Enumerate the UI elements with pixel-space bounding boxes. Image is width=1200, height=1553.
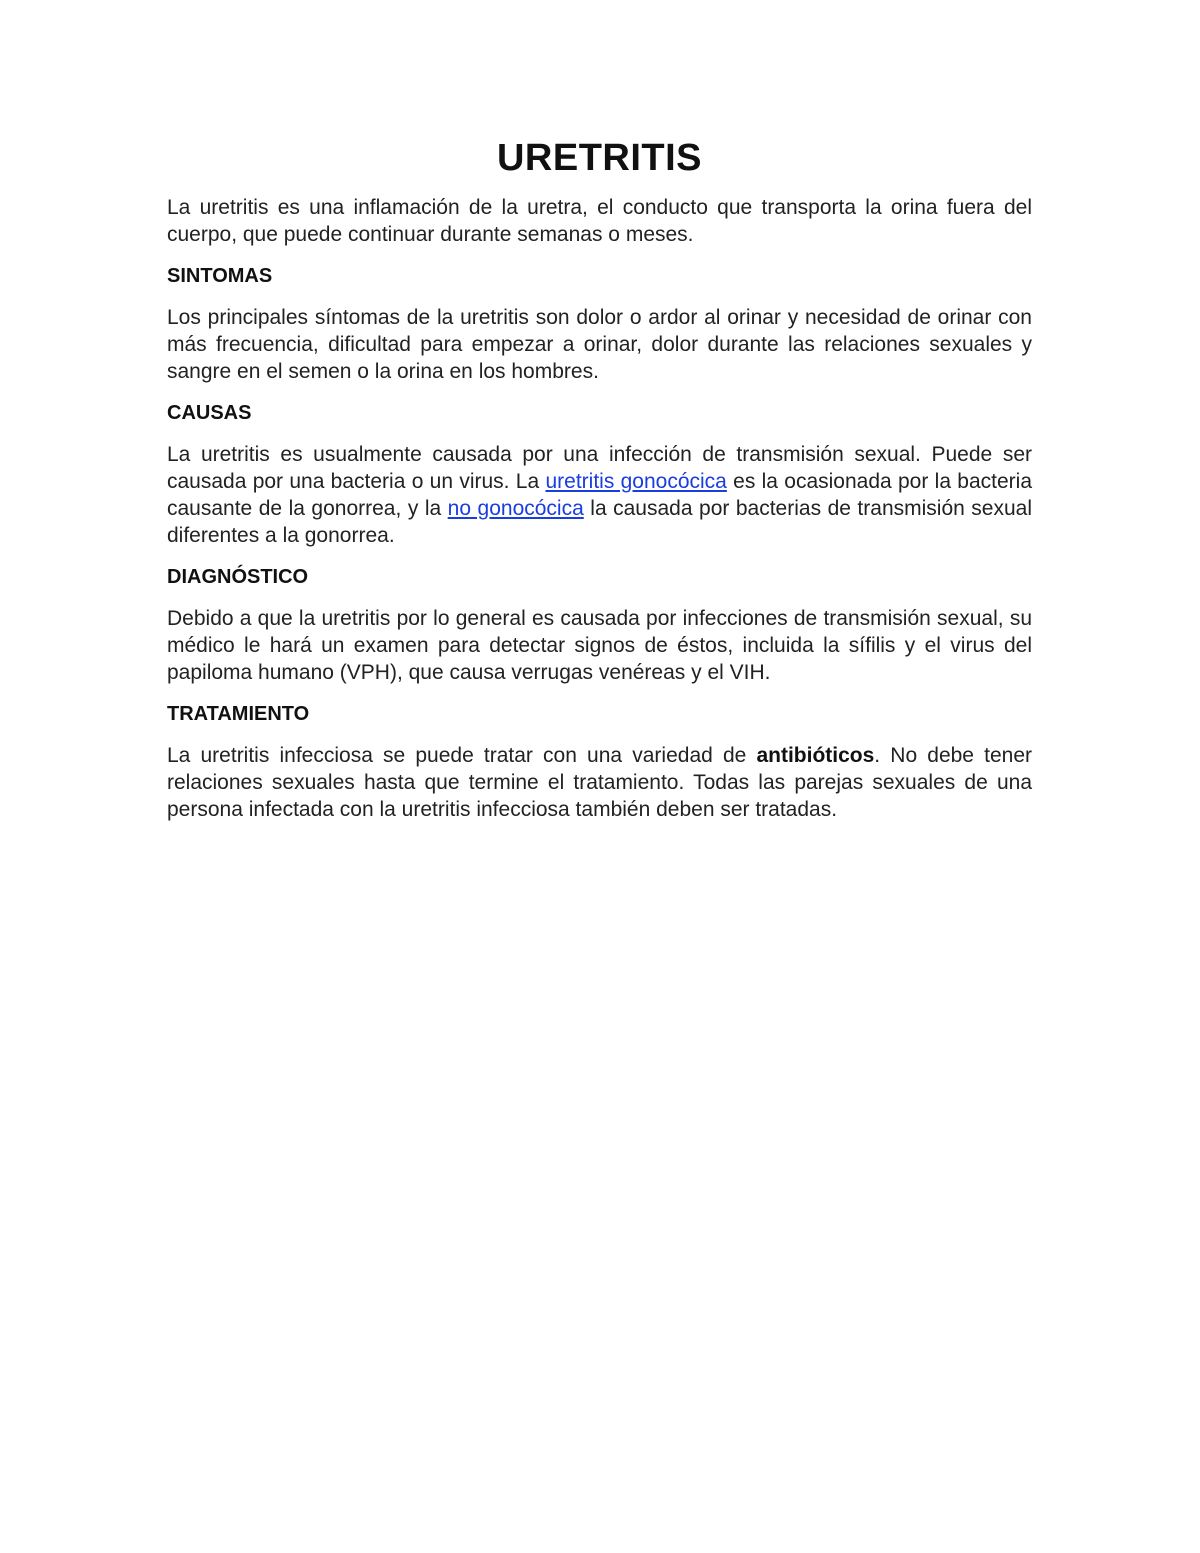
paragraph-causas [167, 441, 1032, 549]
causas-text-2: es la ocasionada por la bacteria causante de la gonorrea, y la [167, 470, 1033, 520]
paragraph-diagnostico: Debido a que la uretritis por lo general es causada por infecciones de transmisión sexual, su médico le hará un examen para detectar signos de éstos, incluida la sífilis y el virus del papiloma humano (VPH), que causa verrugas venéreas y el VIH. [167, 607, 1032, 684]
tratamiento-text-1: La uretritis infecciosa se puede tratar con una variedad de [167, 744, 757, 767]
link-uretritis-gonococica[interactable]: uretritis gonocócica [545, 470, 727, 493]
intro-paragraph: La uretritis es una inflamación de la uretra, el conducto que transporta la orina fuera del cuerpo, que puede continuar durante semanas o meses. [167, 196, 1032, 246]
causas-text-3: la causada por bacterias de transmisión sexual diferentes a la gonorrea. [167, 497, 1033, 547]
document-title: URETRITIS [496, 137, 703, 179]
tratamiento-bold-antibioticos: antibióticos [756, 744, 875, 767]
heading-diagnostico: DIAGNÓSTICO [167, 566, 309, 588]
causas-text-1: La uretritis es usualmente causada por una infección de transmisión sexual. Puede ser causada por una bacteria o un virus. La [167, 443, 1032, 493]
paragraph-tratamiento [167, 742, 1032, 823]
heading-causas: CAUSAS [167, 402, 252, 424]
heading-sintomas: SINTOMAS [167, 265, 273, 287]
heading-tratamiento: TRATAMIENTO [167, 703, 310, 725]
tratamiento-text-2: . No debe tener relaciones sexuales hasta que termine el tratamiento. Todas las parejas sexuales de una persona infectada con la uretritis infecciosa también deben ser tratadas. [167, 744, 1032, 821]
paragraph-sintomas: Los principales síntomas de la uretritis son dolor o ardor al orinar y necesidad de orinar con más frecuencia, dificultad para empezar a orinar, dolor durante las relaciones sexuales y sangre en el semen o la orina en los hombres. [167, 306, 1032, 383]
link-no-gonococica[interactable]: no gonocócica [447, 497, 584, 520]
